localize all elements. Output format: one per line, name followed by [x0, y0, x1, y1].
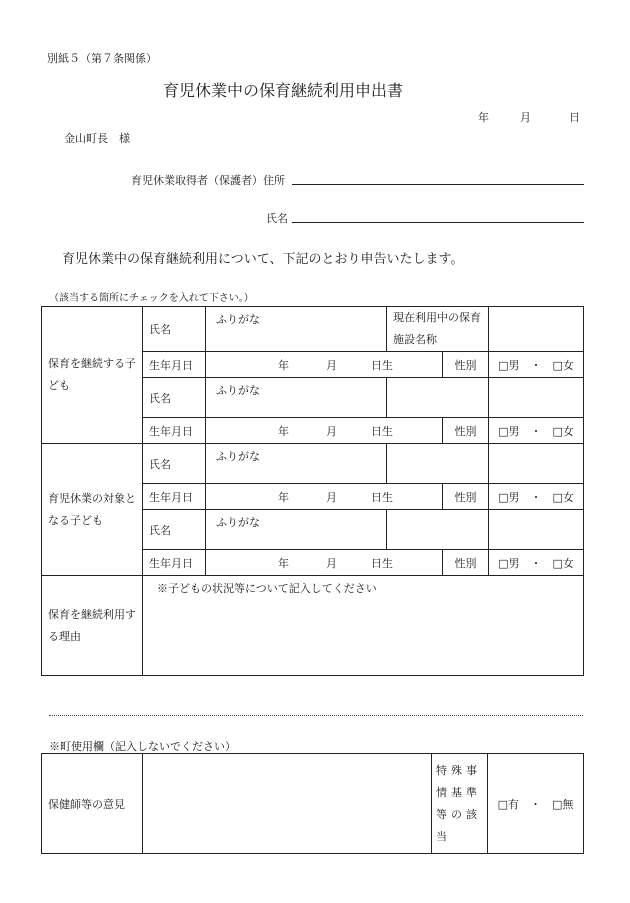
address-field[interactable]: [292, 184, 584, 185]
dob-year: 年: [278, 556, 289, 570]
children-table: [41, 306, 584, 676]
name-label: 氏名: [143, 378, 206, 418]
office-use-table: [41, 753, 584, 854]
opinion-field[interactable]: [143, 754, 432, 854]
dob-field[interactable]: [206, 550, 443, 576]
furigana-field[interactable]: ふりがな: [206, 378, 387, 418]
facility-field[interactable]: [489, 307, 584, 352]
group1-label: 保育を継続する子ども: [42, 307, 143, 444]
dob-day: 日生: [371, 424, 393, 438]
sex-checkboxes[interactable]: □男 ・ □女: [489, 550, 584, 576]
address-label: 育児休業取得者（保護者）住所: [131, 174, 285, 187]
yes-no-checkboxes[interactable]: □有 ・ □無: [488, 754, 584, 854]
dob-year: 年: [278, 358, 289, 372]
dob-month: 月: [326, 490, 337, 504]
table-row: [42, 444, 584, 484]
sex-label: 性別: [443, 550, 489, 576]
dob-field[interactable]: [206, 418, 443, 444]
furigana-field[interactable]: ふりがな: [206, 307, 387, 352]
instruction-note: （該当する箇所にチェックを入れて下さい。）: [49, 293, 254, 304]
applicant-name-label: 氏名: [266, 212, 288, 225]
dob-month: 月: [326, 424, 337, 438]
sex-label: 性別: [443, 484, 489, 510]
table-row: [42, 754, 584, 854]
date-month-label: 月: [520, 111, 531, 124]
sex-label: 性別: [443, 418, 489, 444]
dob-year: 年: [278, 490, 289, 504]
facility-field[interactable]: [387, 510, 489, 550]
date-day-label: 日: [569, 111, 580, 124]
addressee: 金山町長 様: [64, 132, 130, 145]
intro-text: 育児休業中の保育継続利用について、下記のとおり申告いたします。: [62, 252, 464, 267]
dob-year: 年: [278, 424, 289, 438]
furigana-field[interactable]: ふりがな: [206, 444, 387, 484]
facility-label: 現在利用中の保育施設名称: [387, 307, 489, 352]
sex-checkboxes[interactable]: □男 ・ □女: [489, 418, 584, 444]
criteria-label: 特殊事情基準等の該当: [432, 754, 488, 854]
dob-day: 日生: [371, 556, 393, 570]
reason-label: 保育を継続利用する理由: [42, 576, 143, 676]
facility-field[interactable]: [387, 378, 489, 418]
facility-field[interactable]: [489, 444, 584, 484]
name-label: 氏名: [143, 307, 206, 352]
dob-label: 生年月日: [143, 418, 206, 444]
facility-field[interactable]: [387, 444, 489, 484]
group2-label: 育児休業の対象となる子ども: [42, 444, 143, 576]
dob-label: 生年月日: [143, 352, 206, 378]
cut-line-divider: [49, 715, 583, 716]
table-row: [42, 307, 584, 352]
dob-field[interactable]: [206, 352, 443, 378]
dob-label: 生年月日: [143, 484, 206, 510]
opinion-label: 保健師等の意見: [42, 754, 143, 854]
office-use-header: ※町使用欄（記入しないでください）: [49, 740, 236, 753]
name-label: 氏名: [143, 510, 206, 550]
sex-checkboxes[interactable]: □男 ・ □女: [489, 484, 584, 510]
appendix-label: 別紙５（第７条関係）: [47, 52, 157, 65]
furigana-field[interactable]: ふりがな: [206, 510, 387, 550]
applicant-name-field[interactable]: [292, 222, 584, 223]
date-year-label: 年: [478, 111, 489, 124]
facility-field[interactable]: [489, 378, 584, 418]
name-label: 氏名: [143, 444, 206, 484]
dob-month: 月: [326, 358, 337, 372]
dob-field[interactable]: [206, 484, 443, 510]
page-title: 育児休業中の保育継続利用申出書: [163, 81, 404, 100]
dob-month: 月: [326, 556, 337, 570]
dob-day: 日生: [371, 490, 393, 504]
sex-checkboxes[interactable]: □男 ・ □女: [489, 352, 584, 378]
table-row: [42, 576, 584, 676]
facility-field[interactable]: [489, 510, 584, 550]
reason-field[interactable]: ※子どもの状況等について記入してください: [143, 576, 584, 676]
dob-day: 日生: [371, 358, 393, 372]
sex-label: 性別: [443, 352, 489, 378]
dob-label: 生年月日: [143, 550, 206, 576]
